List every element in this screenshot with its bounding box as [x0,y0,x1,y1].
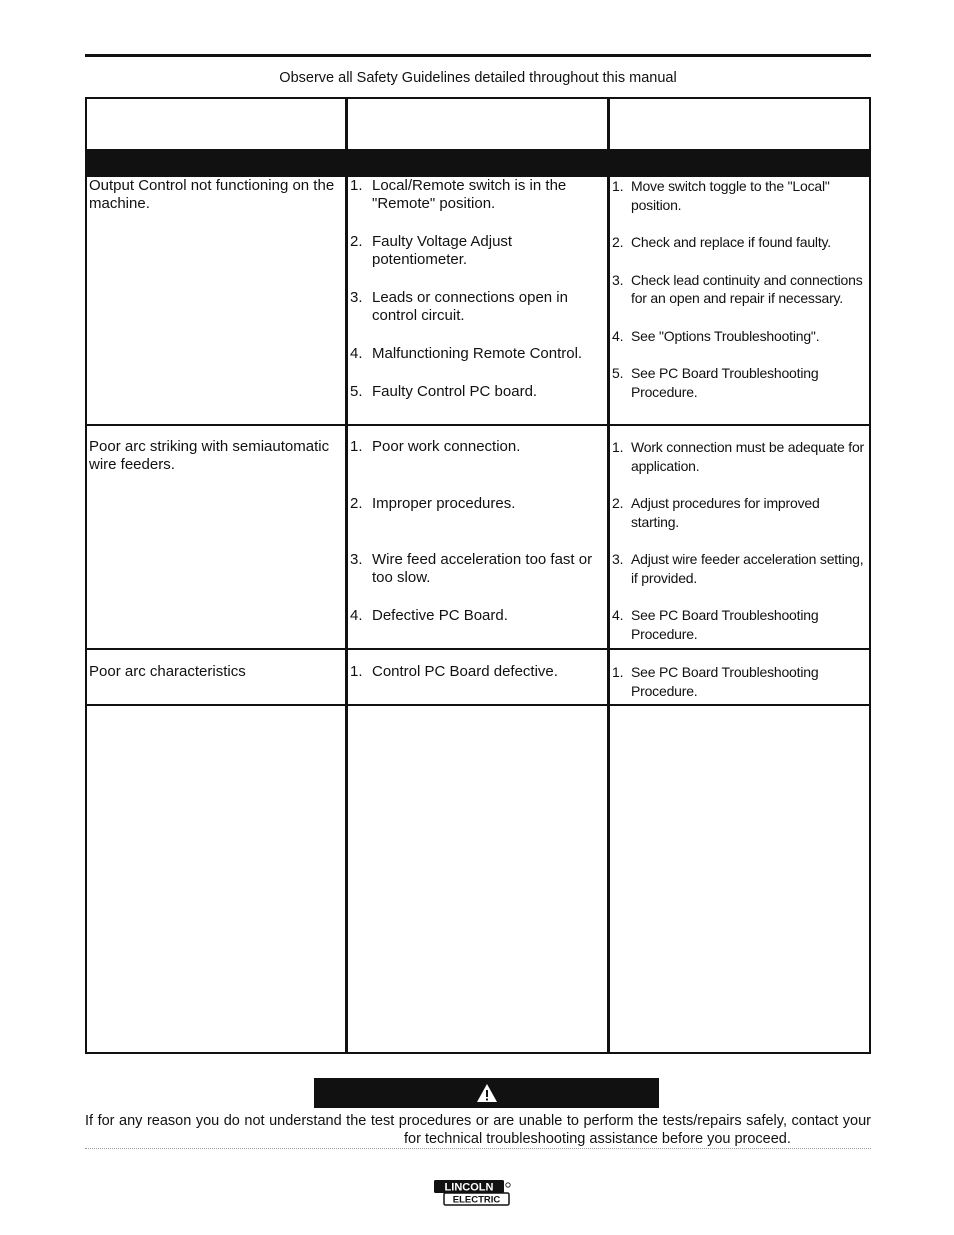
cause-list [350,438,605,625]
problem-text: Poor arc striking with semiautomatic wire feeders. [89,438,330,473]
problem-text: Poor arc characteristics [89,663,246,680]
problem-cell [89,438,345,474]
list-item: 2. Improper procedures. [350,495,516,512]
list-item: 1. Move switch toggle to the "Local" position. [612,178,830,213]
caution-bar [314,1078,659,1108]
logo-text-bottom: ELECTRIC [452,1194,501,1206]
list-item: 1. Local/Remote switch is in the "Remote" position. [350,177,567,212]
footer-text [85,1112,871,1148]
list-item: 1. Poor work connection. [350,438,521,455]
list-item: 2. Faulty Voltage Adjust potentiometer. [350,233,513,268]
list-item: 5. Faulty Control PC board. [350,383,538,400]
list-item: 1. See PC Board Troubleshooting Procedure. [612,664,819,699]
list-item: 4. Defective PC Board. [350,607,508,624]
logo-text-top: LINCOLN [444,1181,494,1194]
action-list [612,663,869,700]
cause-list [350,177,605,401]
list-item: 2. Check and replace if found faulty. [612,234,831,250]
list-item: 3. Wire feed acceleration too fast or too slow. [350,551,593,586]
column-divider-1 [345,97,348,1054]
problem-cell [89,663,345,681]
cause-list [350,663,605,681]
footer-line-1: If for any reason you do not understand the test procedures or are unable to perform the tests/repairs safely, contact your [85,1113,871,1129]
list-item: 4. See PC Board Troubleshooting Procedure. [612,607,819,642]
column-divider-2 [607,97,610,1054]
list-item: 4. See "Options Troubleshooting". [612,327,820,344]
list-item: 1. Control PC Board defective. [350,663,558,680]
problem-text: Output Control not functioning on the machine. [89,177,335,212]
problem-cell [89,177,345,213]
safety-note: Observe all Safety Guidelines detailed throughout this manual [279,70,677,86]
action-list [612,438,869,643]
warning-triangle-icon [476,1083,498,1103]
footer-line-2: for technical troubleshooting assistance before you proceed. [404,1131,791,1147]
list-item: 3. Adjust wire feeder acceleration setting, if provided. [612,551,864,586]
table-header-band [85,149,871,177]
top-rule [85,54,871,57]
list-item: 2. Adjust procedures for improved starting. [612,495,820,530]
row-divider-2 [85,648,871,650]
lincoln-electric-logo [433,1178,515,1208]
list-item: 3. Leads or connections open in control circuit. [350,289,568,324]
list-item: 5. See PC Board Troubleshooting Procedure. [612,365,819,400]
list-item: 3. Check lead continuity and connections for an open and repair if necessary. [612,271,863,306]
list-item: 4. Malfunctioning Remote Control. [350,345,583,362]
row-divider-3 [85,704,871,706]
action-list [612,177,869,401]
list-item: 1. Work connection must be adequate for application. [612,439,865,474]
dotted-rule [85,1148,871,1149]
row-divider-1 [85,424,871,426]
